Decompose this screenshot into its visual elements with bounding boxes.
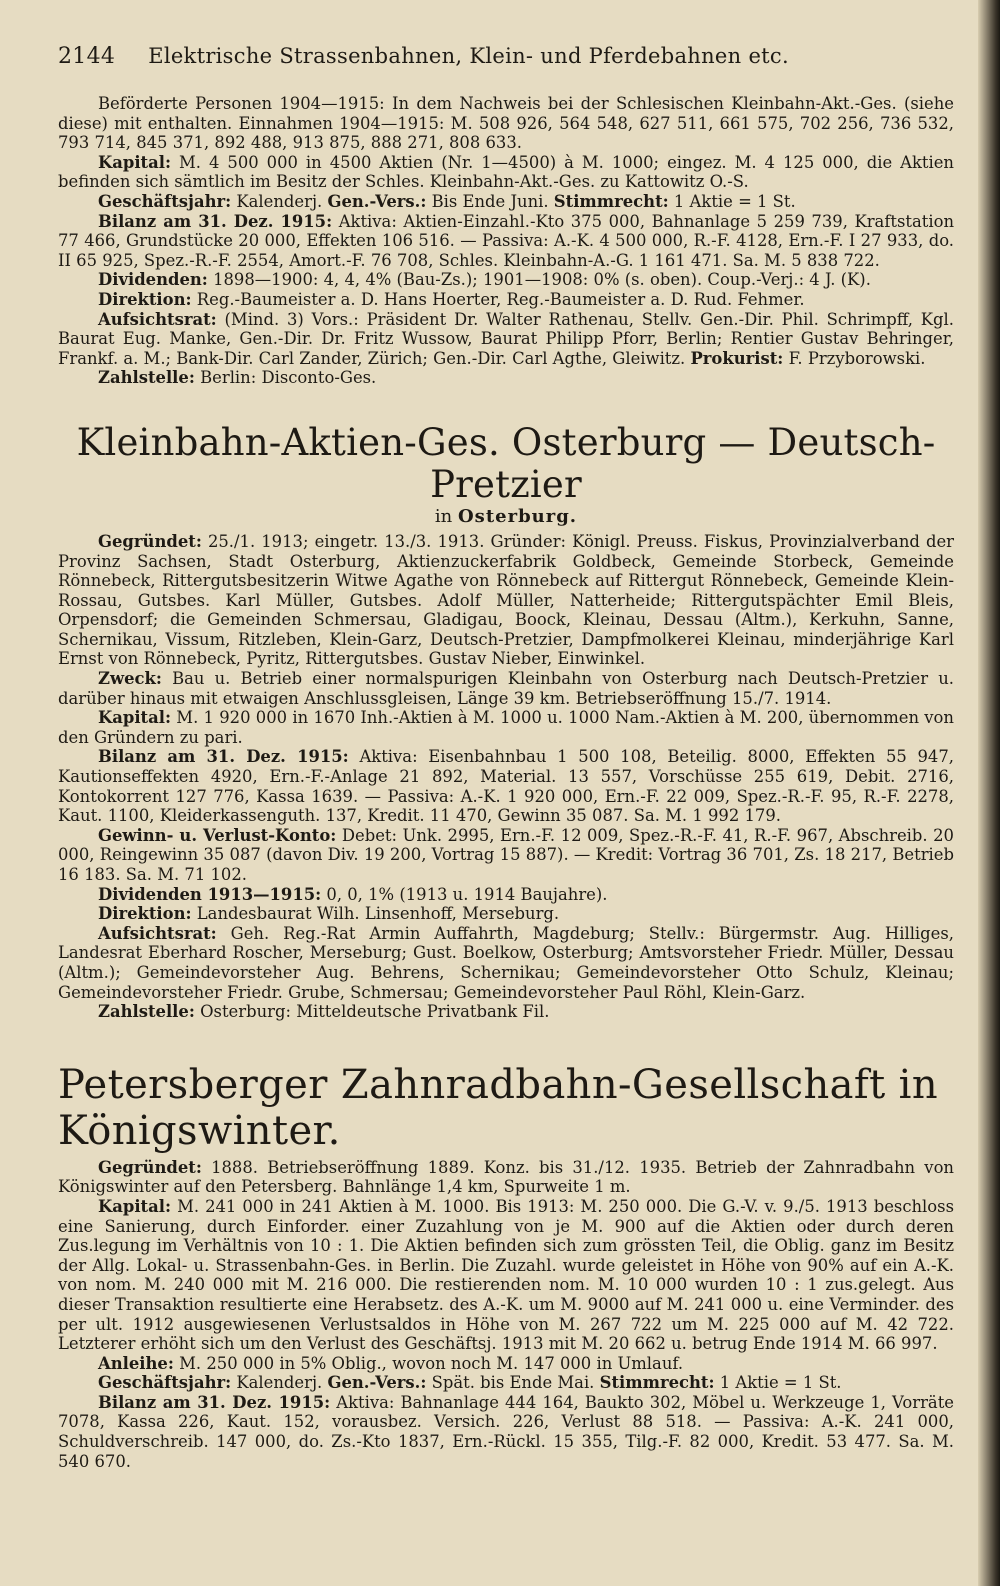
balance-label: Bilanz am 31. Dez. 1915:	[98, 211, 333, 231]
general-meeting-label: Gen.-Vers.:	[327, 191, 427, 211]
capital-paragraph	[58, 708, 954, 747]
paying-agent-paragraph	[58, 368, 954, 388]
founded-text: 25./1. 1913; eingetr. 13./3. 1913. Gründer: Königl. Preuss. Fiskus, Provinzialverband der Provinz Sachsen, Stadt Osterburg, Aktienzuckerfabrik Goldbeck, Gemeinde Storbeck, Gemeinde Rönnebeck, Rittergutsbesitzerin Witwe Agathe von Rönnebeck auf Rittergut Rönnebeck, Gemeinde Klein-Rossau, Gutsbes. Karl Müller, Gutsbes. Adolf Müller, Natterheide; Rittergutspächter Emil Bleis, Orpensdorf; die Gemeinden Schmersau, Gladigau, Boock, Kleinau, Dessau (Altm.), Kerkuhn, Sanne, Schernikau, Vissum, Ritzleben, Klein-Garz, Deutsch-Pretzier, Dampfmolkerei Kleinau, minderjährige Karl Ernst von Rönnebeck, Pyritz, Rittergutsbes. Gustav Nieber, Einwinkel.	[58, 531, 954, 669]
founded-label: Gegründet:	[98, 531, 202, 551]
dividends-text: 0, 0, 1% (1913 u. 1914 Baujahre).	[326, 884, 608, 904]
procurist-label: Prokurist:	[690, 348, 784, 368]
page-edge-shadow	[978, 0, 1000, 1586]
passengers-paragraph: Beförderte Personen 1904—1915: In dem Nachweis bei der Schlesischen Kleinbahn-Akt.-Ges. (siehe diese) mit enthalten. Einnahmen 1904—1915: M. 508 926, 564 548, 627 511, 661 575, 702 256, 736 532, 793 714, 845 371, 892 488, 913 875, 888 271, 808 633.	[58, 94, 954, 153]
dividends-paragraph	[58, 885, 954, 905]
loan-paragraph	[58, 1354, 954, 1374]
section-petersberger	[58, 1062, 954, 1472]
purpose-text: Bau u. Betrieb einer normalspurigen Kleinbahn von Osterburg nach Deutsch-Pretzier u. darüber hinaus mit etwaigen Anschlussgleisen, Länge 39 km. Betriebseröffnung 15./7. 1914.	[58, 669, 954, 708]
board-text: Reg.-Baumeister a. D. Hans Hoerter, Reg.-Baumeister a. D. Rud. Fehmer.	[196, 289, 805, 309]
company-title: Petersberger Zahnradbahn-Gesellschaft in Königswinter.	[58, 1061, 939, 1154]
capital-paragraph	[58, 153, 954, 192]
fiscal-year-text: Kalenderj.	[236, 1373, 323, 1393]
paying-agent-paragraph	[58, 1002, 954, 1022]
supervisory-text: (Mind. 3) Vors.: Präsident Dr. Walter Rathenau, Stellv. Gen.-Dir. Phil. Schrimpff, Kgl. Baurat Eug. Manke, Gen.-Dir. Dr. Fritz Wussow, Baurat Philipp Pforr, Berlin; Rentier Gustav Behringer, Frankf. a. M.; Bank-Dir. Carl Zander, Zürich; Gen.-Dir. Carl Agthe, Gleiwitz.	[58, 309, 954, 368]
supervisory-paragraph	[58, 924, 954, 1002]
capital-text: M. 1 920 000 in 1670 Inh.-Aktien à M. 1000 u. 1000 Nam.-Aktien à M. 200, übernommen von den Gründern zu pari.	[58, 708, 954, 747]
general-meeting-text: Bis Ende Juni.	[431, 191, 549, 211]
page-body	[58, 94, 954, 1471]
supervisory-label: Aufsichtsrat:	[98, 923, 217, 943]
fiscal-year-label: Geschäftsjahr:	[98, 191, 232, 211]
paying-agent-text: Berlin: Disconto-Ges.	[200, 368, 377, 388]
balance-text: Aktiva: Bahnanlage 444 164, Baukto 302, Möbel u. Werkzeuge 1, Vorräte 7078, Kassa 226, Kaut. 152, vorausbez. Versich. 226, Verlust 88 518. — Passiva: A.-K. 241 000, Schuldverschreib. 147 000, do. Zs.-Kto 1837, Ern.-Rückl. 15 355, Tilg.-F. 82 000, Kredit. 53 477. Sa. M. 540 670.	[58, 1392, 954, 1471]
purpose-label: Zweck:	[98, 669, 162, 689]
running-title: Elektrische Strassenbahnen, Klein- und Pferdebahnen etc.	[148, 44, 789, 68]
loan-text: M. 250 000 in 5% Oblig., wovon noch M. 147 000 in Umlauf.	[179, 1353, 684, 1373]
founded-paragraph	[58, 532, 954, 669]
general-meeting-label: Gen.-Vers.:	[327, 1373, 427, 1393]
dividends-label: Dividenden 1913—1915:	[98, 884, 322, 904]
section-osterburg	[58, 422, 954, 1022]
dividends-text: 1898—1900: 4, 4, 4% (Bau-Zs.); 1901—1908: 0% (s. oben). Coup.-Verj.: 4 J. (K).	[213, 270, 871, 290]
balance-text: Aktiva: Aktien-Einzahl.-Kto 375 000, Bahnanlage 5 259 739, Kraftstation 77 466, Grundstücke 20 000, Effekten 106 516. — Passiva: A.-K. 4 500 000, R.-F. 4128, Ern.-F. I 27 933, do. II 65 925, Spez.-R.-F. 2554, Amort.-F. 76 708, Schles. Kleinbahn-A.-G. 1 161 471. Sa. M. 5 838 722.	[58, 211, 955, 270]
capital-label: Kapital:	[98, 1196, 172, 1216]
fiscal-paragraph	[58, 192, 954, 212]
balance-text: Aktiva: Eisenbahnbau 1 500 108, Beteilig. 8000, Effekten 55 947, Kautionseffekten 4920, Ern.-F.-Anlage 21 892, Material. 13 557, Vorschüsse 255 619, Debit. 2716, Kontokorrent 127 776, Kassa 1639. — Passiva: A.-K. 1 920 000, Ern.-F. 22 009, Spez.-R.-F. 95, R.-F. 2278, Kaut. 1100, Kleiderkassenguth. 137, Kredit. 11 470, Gewinn 35 087. Sa. M. 1 992 179.	[58, 747, 954, 826]
board-text: Landesbaurat Wilh. Linsenhoff, Merseburg.	[196, 904, 560, 924]
founded-paragraph	[58, 1158, 954, 1197]
supervisory-label: Aufsichtsrat:	[98, 309, 217, 329]
paying-agent-text: Osterburg: Mitteldeutsche Privatbank Fil.	[200, 1002, 550, 1022]
founded-text: 1888. Betriebseröffnung 1889. Konz. bis 31./12. 1935. Betrieb der Zahnradbahn von Königswinter auf den Petersberg. Bahnlänge 1,4 km, Spurweite 1 m.	[58, 1157, 954, 1197]
section-continuation	[58, 94, 954, 388]
paying-agent-label: Zahlstelle:	[98, 1002, 195, 1022]
supervisory-text: Geh. Reg.-Rat Armin Auffahrth, Magdeburg; Stellv.: Bürgermstr. Aug. Hilliges, Landesrat Eberhard Roscher, Merseburg; Gust. Boelkow, Osterburg; Amtsvorsteher Friedr. Müller, Dessau (Altm.); Gemeindevorsteher Aug. Behrens, Schernikau; Gemeindevorsteher Otto Schulz, Kleinau; Gemeindevorsteher Friedr. Grube, Schmersau; Gemeindevorsteher Paul Röhl, Klein-Garz.	[58, 923, 954, 1002]
dividends-paragraph	[58, 270, 954, 290]
procurist-text: F. Przyborowski.	[788, 348, 926, 368]
company-location	[58, 506, 954, 528]
fiscal-year-text: Kalenderj.	[236, 191, 323, 211]
voting-right-label: Stimmrecht:	[599, 1373, 715, 1393]
company-title: Kleinbahn-Aktien-Ges. Osterburg — Deutsch-Pretzier	[76, 420, 936, 506]
balance-label: Bilanz am 31. Dez. 1915:	[98, 1392, 331, 1412]
balance-label: Bilanz am 31. Dez. 1915:	[98, 747, 349, 767]
board-paragraph	[58, 904, 954, 924]
purpose-paragraph	[58, 669, 954, 708]
capital-text: M. 4 500 000 in 4500 Aktien (Nr. 1—4500) à M. 1000; eingez. M. 4 125 000, die Aktien befinden sich sämtlich im Besitz der Schles. Kleinbahn-Akt.-Ges. zu Kattowitz O.-S.	[58, 152, 954, 192]
loan-label: Anleihe:	[98, 1353, 174, 1373]
board-label: Direktion:	[98, 904, 192, 924]
voting-right-text: 1 Aktie = 1 St.	[673, 191, 796, 211]
fiscal-paragraph	[58, 1373, 954, 1393]
founded-label: Gegründet:	[98, 1157, 202, 1177]
balance-paragraph	[58, 212, 954, 271]
supervisory-paragraph	[58, 310, 954, 369]
board-label: Direktion:	[98, 289, 192, 309]
profit-loss-label: Gewinn- u. Verlust-Konto:	[98, 825, 337, 845]
capital-text: M. 241 000 in 241 Aktien à M. 1000. Bis 1913: M. 250 000. Die G.-V. v. 9./5. 1913 beschloss eine Sanierung, durch Einforder. einer Zuzahlung von je M. 900 auf die Aktien oder durch deren Zus.legung im Verhältnis von 10 : 1. Die Aktien befinden sich zum grössten Teil, die Oblig. ganz im Besitz der Allg. Lokal- u. Strassenbahn-Ges. in Berlin. Die Zuzahl. wurde geleistet in Höhe von 90% auf ein A.-K. von nom. M. 240 000 mit M. 216 000. Die restierenden nom. M. 10 000 wurden 10 : 1 zus.gelegt. Aus dieser Transaktion resultierte eine Herabsetz. des A.-K. um M. 9000 auf M. 241 000 u. eine Verminder. des per ult. 1912 ausgewiesenen Verlustsaldos in Höhe von M. 267 722 um M. 225 000 auf M. 42 722. Letzterer erhöht sich um den Verlust des Geschäftsj. 1913 mit M. 20 662 u. betrug Ende 1914 M. 66 997.	[58, 1196, 954, 1354]
general-meeting-text: Spät. bis Ende Mai.	[431, 1373, 595, 1393]
voting-right-text: 1 Aktie = 1 St.	[719, 1373, 842, 1393]
location-prefix: in	[434, 505, 453, 527]
page-header	[58, 44, 958, 69]
paying-agent-label: Zahlstelle:	[98, 368, 195, 388]
voting-right-label: Stimmrecht:	[553, 191, 669, 211]
location-place: Osterburg.	[458, 505, 578, 527]
profit-loss-paragraph	[58, 826, 954, 885]
balance-paragraph	[58, 747, 954, 825]
dividends-label: Dividenden:	[98, 270, 208, 290]
board-paragraph	[58, 290, 954, 310]
capital-paragraph	[58, 1197, 954, 1354]
fiscal-year-label: Geschäftsjahr:	[98, 1373, 232, 1393]
page-number: 2144	[58, 44, 116, 69]
balance-paragraph	[58, 1393, 954, 1471]
capital-label: Kapital:	[98, 152, 172, 172]
capital-label: Kapital:	[98, 708, 172, 728]
profit-loss-text: Debet: Unk. 2995, Ern.-F. 12 009, Spez.-R.-F. 41, R.-F. 967, Abschreib. 20 000, Reingewinn 35 087 (davon Div. 19 200, Vortrag 15 887). — Kredit: Vortrag 36 701, Zs. 18 217, Betrieb 16 183. Sa. M. 71 102.	[58, 825, 954, 884]
